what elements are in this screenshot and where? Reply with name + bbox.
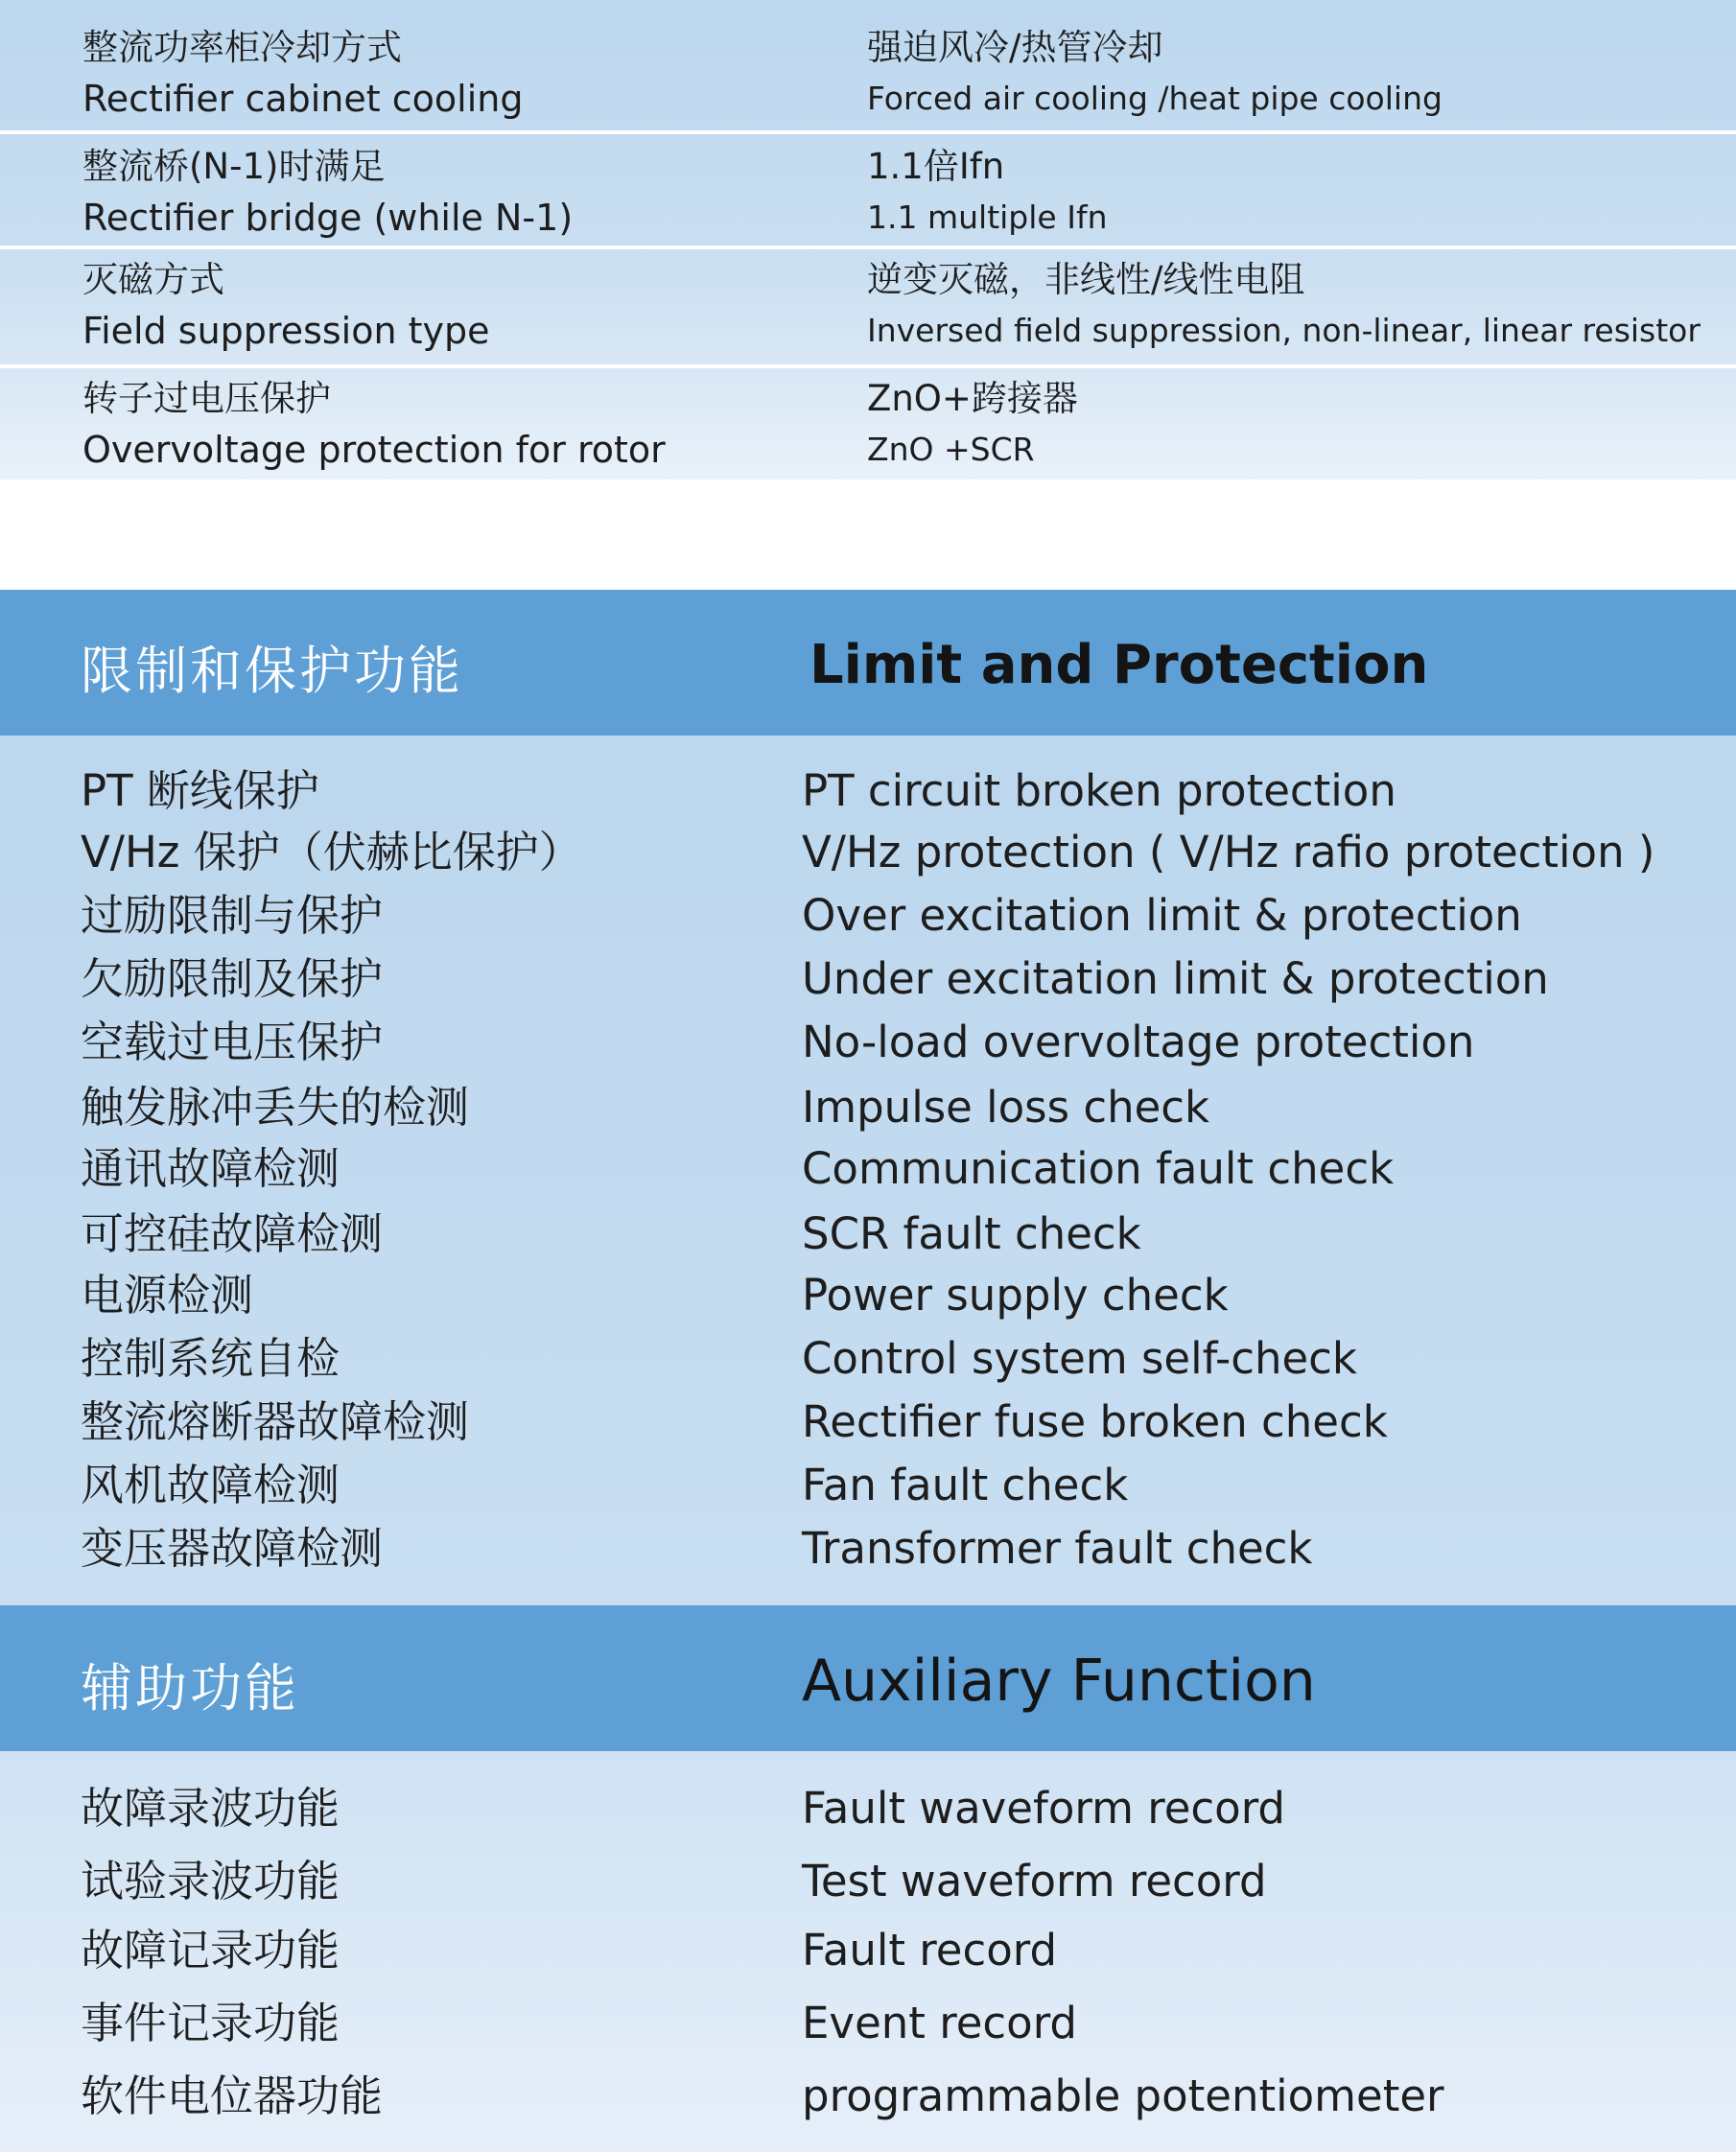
spec-label xyxy=(82,259,490,353)
item-en: SCR fault check xyxy=(802,1208,1141,1259)
aux-title-en: Auxiliary Function xyxy=(802,1648,1316,1715)
limit-title-en: Limit and Protection xyxy=(809,634,1429,696)
item-en: PT circuit broken protection xyxy=(802,765,1396,816)
spec-label xyxy=(82,27,523,121)
list-item xyxy=(0,1205,1736,1269)
item-en: programmable potentiometer xyxy=(802,2070,1444,2121)
spec-value xyxy=(867,259,1701,351)
item-cn: 整流熔断器故障检测 xyxy=(81,1396,470,1447)
item-en: Transformer fault check xyxy=(802,1523,1313,1574)
item-en: Fan fault check xyxy=(802,1460,1129,1510)
spec-value-en: 1.1 multiple Ifn xyxy=(867,199,1108,236)
spec-value xyxy=(867,146,1107,238)
spec-row xyxy=(0,134,1736,246)
spec-value-cn: 1.1倍Ifn xyxy=(867,146,1005,187)
spec-label-en: Rectifier bridge (while N-1) xyxy=(82,197,574,239)
item-en: V/Hz protection ( V/Hz rafio protection ) xyxy=(802,827,1655,877)
spec-table xyxy=(0,0,1736,480)
item-en: Power supply check xyxy=(802,1270,1229,1321)
aux-list xyxy=(0,1751,1736,2152)
spec-label-cn: 整流功率柜冷却方式 xyxy=(82,27,402,68)
list-item xyxy=(0,1520,1736,1583)
spec-label-en: Overvoltage protection for rotor xyxy=(82,429,666,471)
spec-value-cn: 强迫风冷/热管冷却 xyxy=(867,27,1163,68)
spec-value-en: ZnO +SCR xyxy=(867,431,1035,468)
item-en: Fault record xyxy=(802,1925,1058,1976)
item-cn: 试验录波功能 xyxy=(81,1856,340,1906)
spec-label-cn: 灭磁方式 xyxy=(82,259,224,300)
item-cn: PT 断线保护 xyxy=(81,765,319,816)
item-cn: 故障记录功能 xyxy=(81,1925,340,1976)
spec-row xyxy=(0,249,1736,364)
item-cn: 控制系统自检 xyxy=(81,1333,340,1384)
list-item xyxy=(0,887,1736,950)
item-en: Over excitation limit & protection xyxy=(802,890,1522,941)
spec-value-en: Inversed field suppression, non-linear, linear resistor xyxy=(867,312,1701,349)
item-cn: 变压器故障检测 xyxy=(81,1523,384,1574)
list-item xyxy=(0,824,1736,887)
item-cn: 过励限制与保护 xyxy=(81,890,384,941)
item-cn: V/Hz 保护（伏赫比保护） xyxy=(81,827,582,877)
list-item xyxy=(0,1853,1736,1916)
list-item xyxy=(0,1079,1736,1142)
spec-value-cn: ZnO+跨接器 xyxy=(867,378,1078,419)
spec-label-cn: 转子过电压保护 xyxy=(82,378,331,419)
item-cn: 通讯故障检测 xyxy=(81,1143,340,1194)
list-item xyxy=(0,1393,1736,1457)
list-item xyxy=(0,1780,1736,1843)
item-en: Rectifier fuse broken check xyxy=(802,1396,1388,1447)
spec-row xyxy=(0,0,1736,130)
list-item xyxy=(0,1140,1736,1204)
item-en: Control system self-check xyxy=(802,1333,1357,1384)
list-item xyxy=(0,1457,1736,1520)
spec-row xyxy=(0,368,1736,480)
aux-title-cn: 辅助功能 xyxy=(81,1658,299,1719)
list-item xyxy=(0,950,1736,1014)
spec-label xyxy=(82,146,573,240)
item-en: Under excitation limit & protection xyxy=(802,953,1549,1004)
spec-value-cn: 逆变灭磁，非线性/线性电阻 xyxy=(867,259,1305,300)
item-cn: 软件电位器功能 xyxy=(81,2070,384,2121)
limit-title-cn: 限制和保护功能 xyxy=(81,641,463,701)
item-cn: 触发脉冲丢失的检测 xyxy=(81,1082,470,1133)
spec-label-cn: 整流桥(N-1)时满足 xyxy=(82,146,386,187)
item-en: Fault waveform record xyxy=(802,1783,1285,1834)
item-en: No-load overvoltage protection xyxy=(802,1017,1475,1067)
spec-label-en: Field suppression type xyxy=(82,310,490,352)
item-cn: 空载过电压保护 xyxy=(81,1017,384,1067)
item-cn: 故障录波功能 xyxy=(81,1783,340,1834)
item-en: Event record xyxy=(802,1998,1077,2048)
list-item xyxy=(0,1330,1736,1393)
spec-label-en: Rectifier cabinet cooling xyxy=(82,78,524,120)
item-cn: 风机故障检测 xyxy=(81,1460,340,1510)
item-en: Test waveform record xyxy=(802,1856,1267,1906)
item-en: Impulse loss check xyxy=(802,1082,1210,1133)
list-item xyxy=(0,762,1736,826)
spec-label xyxy=(82,378,666,472)
aux-section-header xyxy=(0,1605,1736,1751)
item-cn: 欠励限制及保护 xyxy=(81,953,384,1004)
spec-value xyxy=(867,378,1078,470)
limit-list xyxy=(0,736,1736,1605)
limit-section-header xyxy=(0,590,1736,736)
list-item xyxy=(0,1267,1736,1330)
spec-value-en: Forced air cooling /heat pipe cooling xyxy=(867,80,1443,117)
list-item xyxy=(0,1922,1736,1985)
item-cn: 可控硅故障检测 xyxy=(81,1208,384,1259)
spec-value xyxy=(867,27,1443,119)
item-en: Communication fault check xyxy=(802,1143,1395,1194)
item-cn: 电源检测 xyxy=(81,1270,254,1321)
list-item xyxy=(0,2068,1736,2131)
list-item xyxy=(0,1014,1736,1077)
list-item xyxy=(0,1995,1736,2058)
item-cn: 事件记录功能 xyxy=(81,1998,340,2048)
